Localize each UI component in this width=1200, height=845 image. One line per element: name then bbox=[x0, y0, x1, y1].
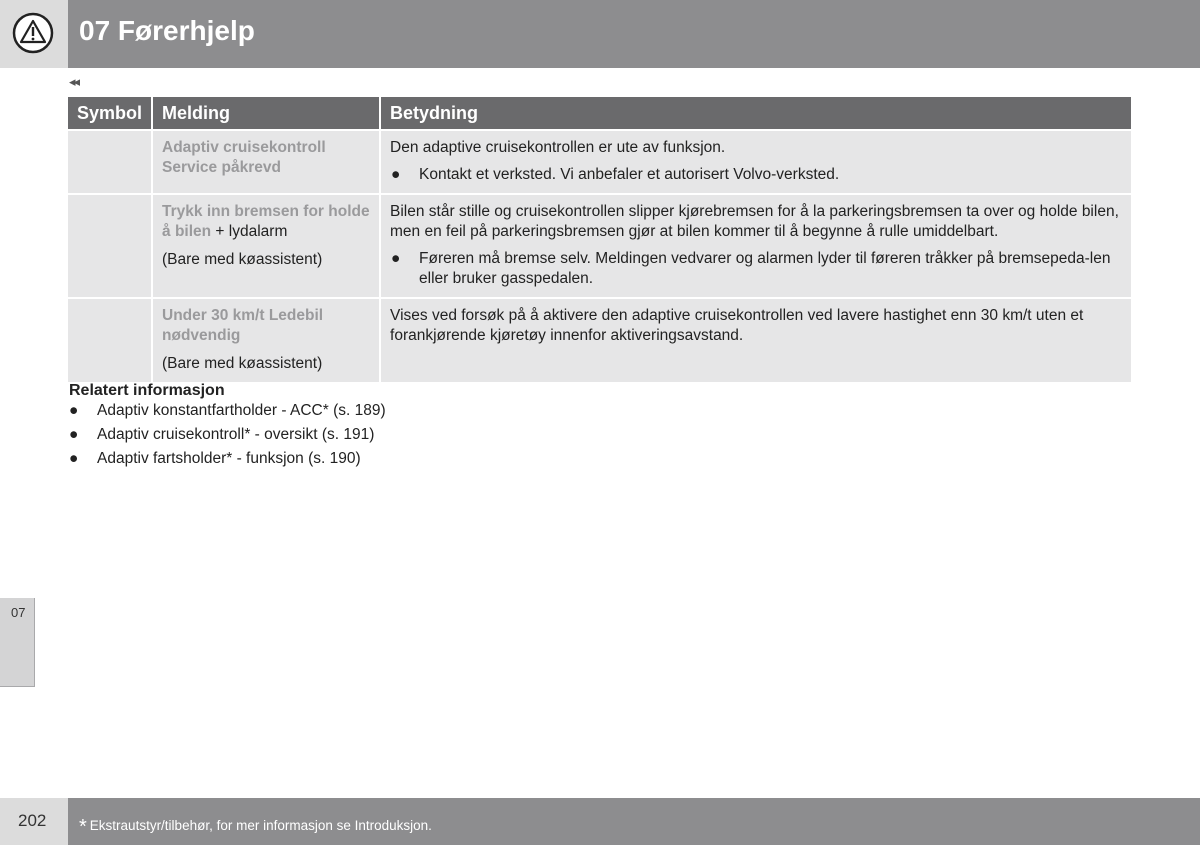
column-header-symbol: Symbol bbox=[68, 97, 152, 130]
bullet-dot: ● bbox=[69, 426, 79, 443]
double-left-arrow-icon[interactable]: ◂◂ bbox=[69, 74, 79, 89]
table-header-row bbox=[68, 97, 1131, 130]
symbol-cell bbox=[68, 194, 152, 298]
message-cell bbox=[152, 130, 380, 194]
meaning-bullet bbox=[390, 165, 1122, 185]
bullet-dot: ● bbox=[69, 402, 79, 419]
message-cell bbox=[152, 194, 380, 298]
message-text: Under 30 km/t Ledebil nødvendig bbox=[162, 307, 324, 344]
symbol-cell bbox=[68, 298, 152, 383]
footnote-text: Ekstrautstyr/tilbehør, for mer informasjon se Introduksjon. bbox=[89, 818, 432, 833]
bullet-text: Føreren må bremse selv. Meldingen vedvarer og alarmen lyder til føreren tråkker på bremsepeda-len eller bruker gasspedalen. bbox=[419, 250, 1111, 287]
chapter-side-tab[interactable] bbox=[0, 598, 35, 687]
footnote bbox=[79, 813, 432, 836]
related-link-text[interactable]: Adaptiv konstantfartholder - ACC* (s. 189) bbox=[97, 402, 386, 419]
footnote-star: * bbox=[79, 816, 87, 838]
footer-page-panel bbox=[0, 798, 68, 845]
message-note: (Bare med køassistent) bbox=[162, 251, 323, 268]
message-suffix: + lydalarm bbox=[211, 223, 288, 240]
related-link-text[interactable]: Adaptiv cruisekontroll* - oversikt (s. 191) bbox=[97, 426, 375, 443]
meaning-bullet bbox=[390, 249, 1122, 289]
meaning-text: Den adaptive cruisekontrollen er ute av funksjon. bbox=[390, 139, 726, 156]
chapter-title: 07 Førerhjelp bbox=[79, 15, 255, 46]
page-number: 202 bbox=[18, 811, 47, 830]
related-link-text[interactable]: Adaptiv fartsholder* - funksjon (s. 190) bbox=[97, 450, 361, 467]
header-icon-panel bbox=[0, 0, 68, 68]
related-link[interactable] bbox=[69, 426, 386, 450]
bullet-text: Kontakt et verksted. Vi anbefaler et autorisert Volvo-verksted. bbox=[419, 166, 840, 183]
message-text: Adaptiv cruisekontroll Service påkrevd bbox=[162, 139, 326, 176]
footer-bar bbox=[68, 798, 1200, 845]
meaning-text: Vises ved forsøk på å aktivere den adaptive cruisekontrollen ved lavere hastighet enn 30 km/t uten et forankjørende kjøretøy innenfor aktiveringsavstand. bbox=[390, 307, 1084, 344]
header-bar bbox=[68, 0, 1200, 68]
symbol-cell bbox=[68, 130, 152, 194]
warning-triangle-icon bbox=[12, 12, 54, 54]
column-header-meaning: Betydning bbox=[380, 97, 1131, 130]
meaning-text: Bilen står stille og cruisekontrollen slipper kjørebremsen for å la parkeringsbremsen ta over og holde bilen, men en feil på parkeringsbremsen gjør at bilen kommer til å begynne å rulle umiddelbart. bbox=[390, 203, 1119, 240]
message-table bbox=[68, 97, 1131, 384]
bullet-dot: ● bbox=[391, 250, 401, 267]
related-link[interactable] bbox=[69, 450, 386, 474]
message-text: Trykk inn bremsen for holde å bilen bbox=[162, 203, 370, 240]
column-header-message: Melding bbox=[152, 97, 380, 130]
related-title: Relatert informasjon bbox=[69, 382, 225, 399]
message-cell bbox=[152, 298, 380, 383]
bullet-dot: ● bbox=[69, 450, 79, 467]
related-information bbox=[69, 382, 386, 474]
bullet-dot: ● bbox=[391, 166, 401, 183]
meaning-cell bbox=[380, 194, 1131, 298]
message-note: (Bare med køassistent) bbox=[162, 355, 323, 372]
meaning-cell bbox=[380, 298, 1131, 383]
table-row bbox=[68, 298, 1131, 383]
side-tab-label: 07 bbox=[11, 605, 26, 620]
meaning-cell bbox=[380, 130, 1131, 194]
related-link[interactable] bbox=[69, 402, 386, 426]
table-row bbox=[68, 194, 1131, 298]
table-row bbox=[68, 130, 1131, 194]
